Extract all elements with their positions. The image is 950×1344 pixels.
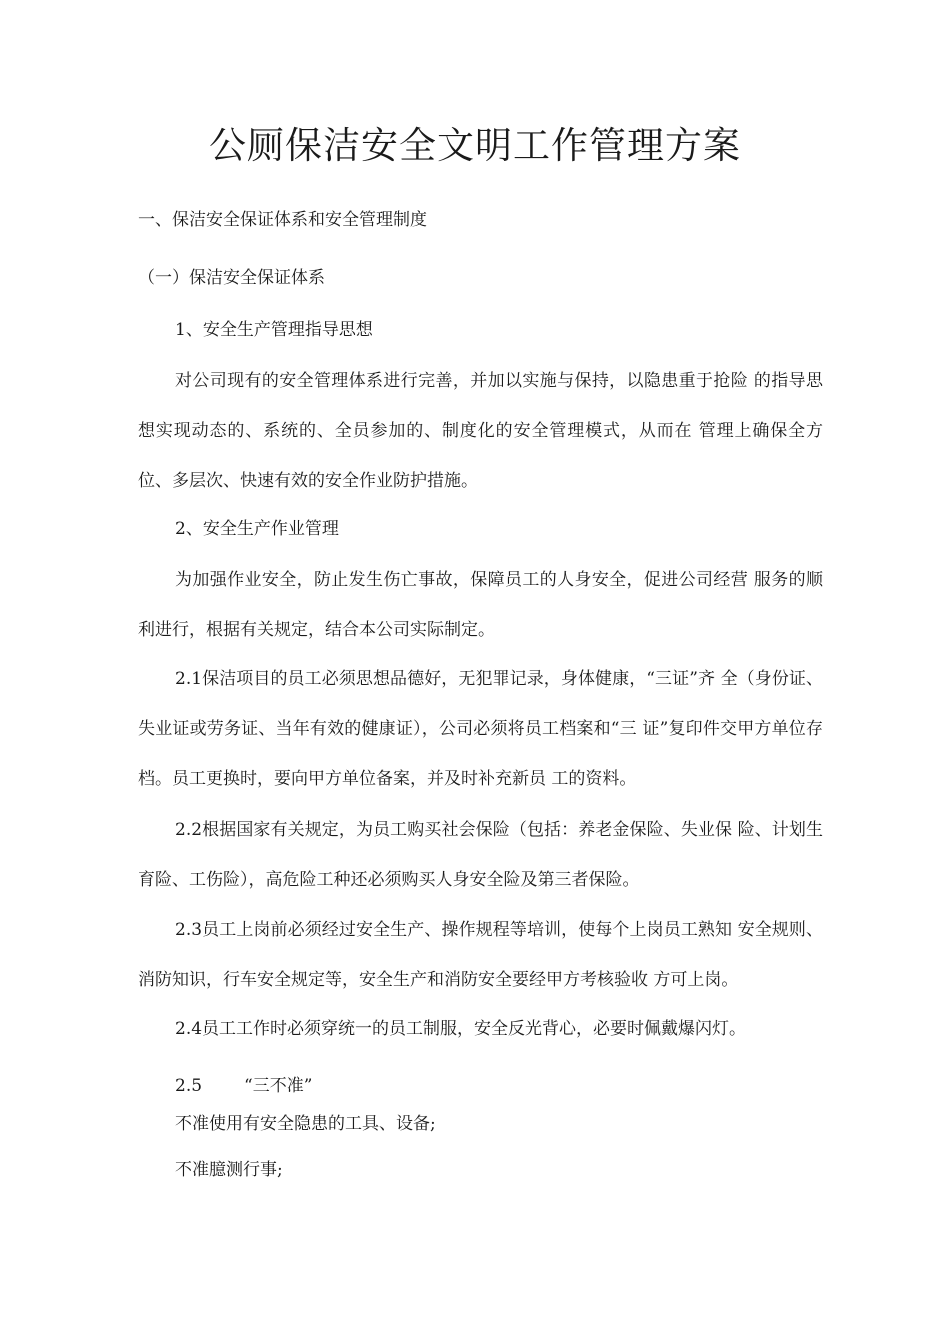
rule-item: 不准臆测行事; [175,1160,283,1180]
body-paragraph: 为加强作业安全，防止发生伤亡事故，保障员工的人身安全，促进公司经营 服务的顺利进行，根据有关规定，结合本公司实际制定。 [138,570,823,640]
rule-item: 不准使用有安全隐患的工具、设备; [175,1114,436,1134]
body-paragraph: 对公司现有的安全管理体系进行完善，并加以实施与保持，以隐患重于抢险 的指导思想实现动态的、系统的、全员参加的、制度化的安全管理模式，从而在 管理上确保全方位、多层次、快速有效的安全作业防护措施。 [138,371,823,491]
clause-paragraph: 2.3员工上岗前必须经过安全生产、操作规程等培训，使每个上岗员工熟知 安全规则、消防知识，行车安全规定等，安全生产和消防安全要经甲方考核验收 方可上岗。 [138,920,823,990]
document-title: 公厕保洁安全文明工作管理方案 [209,124,741,167]
item-heading: 1、安全生产管理指导思想 [175,320,373,340]
section-heading: 一、保洁安全保证体系和安全管理制度 [138,210,427,230]
subsection-heading: （一）保洁安全保证体系 [138,268,325,288]
item-heading: 2、安全生产作业管理 [175,519,339,539]
clause-number: 2.5 [175,1076,203,1096]
clause-paragraph: 2.4员工工作时必须穿统一的员工制服，安全反光背心，必要时佩戴爆闪灯。 [175,1019,747,1039]
clause-paragraph: 2.2根据国家有关规定，为员工购买社会保险（包括：养老金保险、失业保 险、计划生育险、工伤险），高危险工种还必须购买人身安全险及第三者保险。 [138,820,823,890]
clause-paragraph: 2.1保洁项目的员工必须思想品德好，无犯罪记录，身体健康，“三证”齐 全（身份证、失业证或劳务证、当年有效的健康证），公司必须将员工档案和“三 证”复印件交甲方单位存档。员工更换时，要向甲方单位备案，并及时补充新员 工的资料。 [138,669,823,789]
clause-title: “三不准” [244,1076,313,1096]
